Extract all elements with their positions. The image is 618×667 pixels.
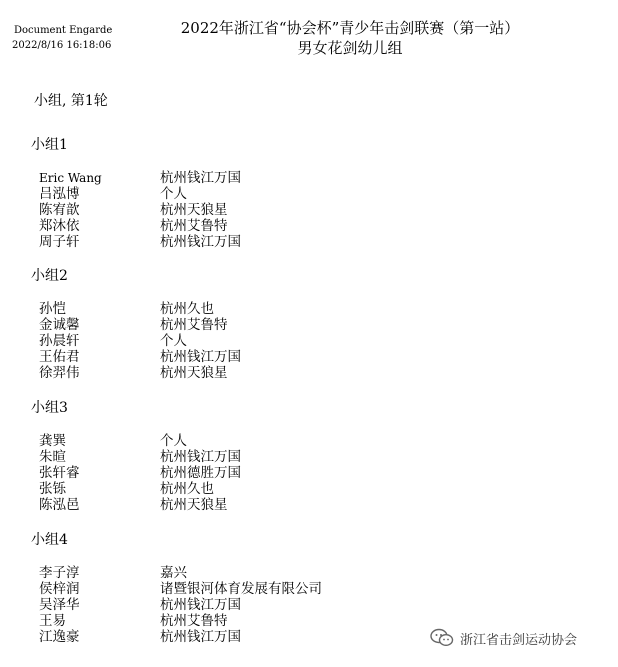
fencer-club: 杭州钱江万国 [160, 629, 241, 645]
fencer-name: 孙恺 [39, 301, 66, 317]
table-row [0, 465, 618, 481]
table-row [0, 349, 618, 365]
table-row [0, 186, 618, 202]
fencer-name: 王佑君 [39, 349, 80, 365]
group-title: 小组1 [31, 137, 68, 153]
table-row [0, 481, 618, 497]
fencer-club: 杭州天狼星 [160, 497, 228, 513]
fencer-club: 个人 [160, 433, 187, 449]
fencer-name: 张铄 [39, 481, 66, 497]
group-title: 小组2 [31, 268, 68, 284]
table-row [0, 365, 618, 381]
table-row [0, 613, 618, 629]
table-row [0, 234, 618, 250]
fencer-name: 孙晨轩 [39, 333, 80, 349]
fencer-club: 杭州艾鲁特 [160, 317, 228, 333]
table-row [0, 301, 618, 317]
wechat-icon [430, 628, 454, 648]
fencer-name: 龚巽 [39, 433, 66, 449]
table-row [0, 333, 618, 349]
watermark [430, 628, 577, 648]
fencer-club: 杭州天狼星 [160, 365, 228, 381]
fencer-name: 徐羿伟 [39, 365, 80, 381]
fencer-club: 杭州钱江万国 [160, 349, 241, 365]
table-row [0, 433, 618, 449]
table-row [0, 317, 618, 333]
fencer-club: 个人 [160, 186, 187, 202]
fencer-name: 吕泓博 [39, 186, 80, 202]
watermark-text: 浙江省击剑运动协会 [460, 632, 578, 648]
group-title: 小组3 [31, 400, 68, 416]
fencer-name: 金诚馨 [39, 317, 80, 333]
table-row [0, 581, 618, 597]
fencer-club: 杭州钱江万国 [160, 234, 241, 250]
fencer-name: 朱暄 [39, 449, 66, 465]
table-row [0, 202, 618, 218]
table-row [0, 497, 618, 513]
fencer-club: 杭州天狼星 [160, 202, 228, 218]
fencer-club: 杭州钱江万国 [160, 170, 241, 186]
fencer-name: Eric Wang [39, 171, 102, 185]
fencer-name: 王易 [39, 613, 66, 629]
document-source: Document Engarde [14, 25, 113, 36]
page-title: 2022年浙江省“协会杯”青少年击剑联赛（第一站） [180, 19, 520, 37]
fencer-name: 周子轩 [39, 234, 80, 250]
fencer-club: 杭州艾鲁特 [160, 613, 228, 629]
table-row [0, 449, 618, 465]
fencer-club: 杭州艾鲁特 [160, 218, 228, 234]
fencer-club: 个人 [160, 333, 187, 349]
fencer-name: 李子淳 [39, 565, 80, 581]
fencer-club: 杭州钱江万国 [160, 449, 241, 465]
fencer-name: 侯梓润 [39, 581, 80, 597]
fencer-name: 张轩睿 [39, 465, 80, 481]
table-row [0, 597, 618, 613]
document-timestamp: 2022/8/16 16:18:06 [12, 40, 112, 51]
round-label: 小组, 第1轮 [34, 93, 108, 109]
fencer-club: 诸暨银河体育发展有限公司 [160, 581, 322, 597]
fencer-name: 陈宥歆 [39, 202, 80, 218]
page-subtitle: 男女花剑幼儿组 [297, 39, 403, 57]
fencer-club: 杭州德胜万国 [160, 465, 241, 481]
table-row [0, 170, 618, 186]
fencer-name: 江逸豪 [39, 629, 80, 645]
group-title: 小组4 [31, 532, 68, 548]
fencer-name: 郑沐依 [39, 218, 80, 234]
fencer-name: 陈泓邑 [39, 497, 80, 513]
fencer-name: 吴泽华 [39, 597, 80, 613]
fencer-club: 杭州久也 [160, 481, 214, 497]
fencer-club: 嘉兴 [160, 565, 187, 581]
fencer-club: 杭州久也 [160, 301, 214, 317]
table-row [0, 218, 618, 234]
table-row [0, 565, 618, 581]
fencer-club: 杭州钱江万国 [160, 597, 241, 613]
